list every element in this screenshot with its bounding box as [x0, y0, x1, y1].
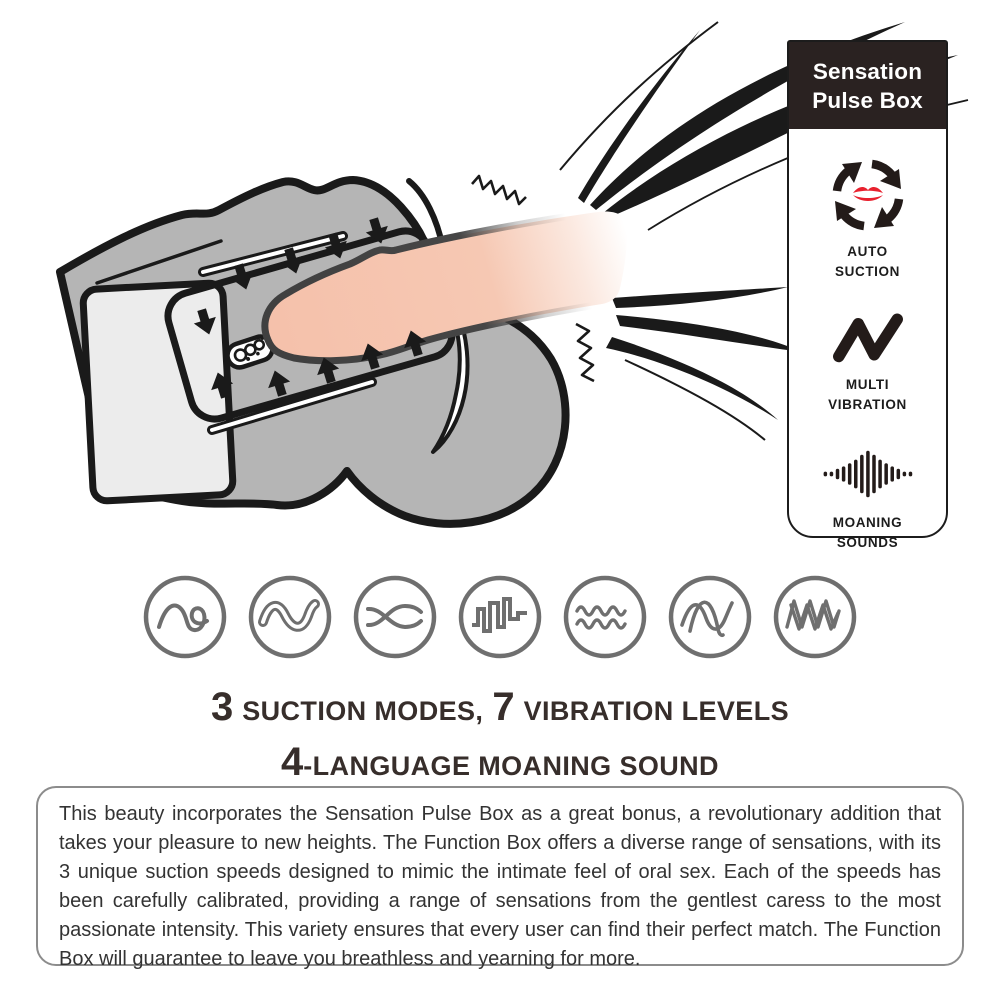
panel-title-line1: Sensation: [812, 59, 923, 84]
headline-line2: [0, 735, 1000, 789]
mode-icon-pulse-steps: [456, 573, 544, 661]
feature-auto-suction: [828, 155, 908, 283]
auto-suction-icon: [828, 155, 908, 235]
feature-label: MULTI VIBRATION: [828, 377, 907, 413]
panel-title-line2: Pulse Box: [812, 88, 923, 114]
mode-icon-overlapping-waves: [666, 573, 754, 661]
feature-headline: [0, 680, 1000, 789]
language-count: 4: [281, 740, 304, 784]
multi-vibration-icon: [824, 306, 912, 368]
headline-line1: [0, 680, 1000, 734]
vibration-mode-icons-row: [0, 573, 1000, 661]
suction-modes-count: 3: [210, 685, 234, 729]
panel-feature-list: [789, 129, 946, 554]
vibration-levels-text: VIBRATION LEVELS: [523, 696, 790, 726]
feature-multi-vibration: [824, 306, 912, 416]
description-text: This beauty incorporates the Sensation Pulse Box as a great bonus, a revolutionary addition that takes your pleasure to new heights. The Function Box offers a diverse range of sensations, with its 3 unique suction speeds designed to mimic the intimate feel of oral sex. Each of the speeds has been carefully calibrated, providing a range of sensations from the gentlest caress to the most passionate intensity. This variety ensures that every user can find their perfect match. The Function Box will guarantee to leave you breathless and yearning for more.: [59, 803, 941, 970]
feature-label: MOANING SOUNDS: [832, 514, 903, 550]
lips-icon: [853, 186, 883, 200]
mode-icon-dense-zigzag: [771, 573, 859, 661]
sensation-pulse-box-panel: [787, 40, 948, 550]
language-text: -LANGUAGE MOANING SOUND: [303, 751, 719, 781]
mode-icon-crossing-waves: [351, 573, 439, 661]
mode-icon-wave-loop: [141, 573, 229, 661]
feature-label: AUTO SUCTION: [835, 243, 900, 279]
moaning-sounds-icon: [822, 442, 914, 506]
device-end-cap: [83, 282, 234, 501]
feature-moaning-sounds: [822, 442, 914, 554]
description-box: [36, 786, 964, 970]
vibration-levels-count: 7: [492, 685, 515, 729]
mode-icon-double-sine: [246, 573, 334, 661]
mode-icon-double-ripple: [561, 573, 649, 661]
panel-title: [789, 42, 946, 129]
device-cross-section-illustration: [0, 0, 780, 570]
suction-modes-text: SUCTION MODES,: [242, 696, 484, 726]
